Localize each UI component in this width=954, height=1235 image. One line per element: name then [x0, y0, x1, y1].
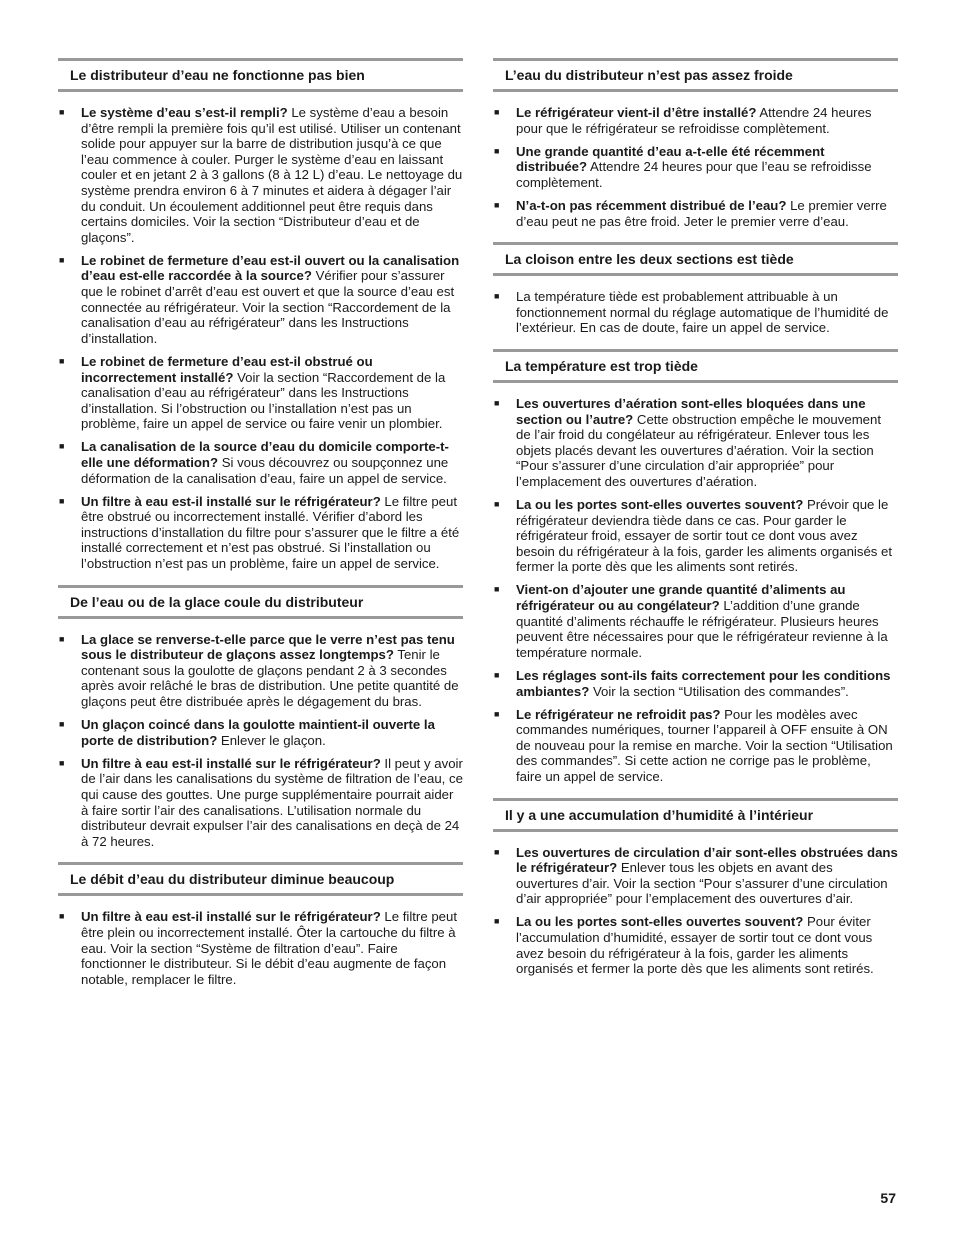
list-item-text: [516, 582, 898, 660]
item-answer: Le filtre peut être plein ou incorrectement installé. Ôter la cartouche du filtre à eau. Voir la section “Système de filtration d’eau”. Faire fonctionner le distributeur. Si le débit d’eau augmente de façon notable, remplacer le filtre.: [81, 909, 457, 987]
square-bullet-icon: ■: [59, 757, 65, 768]
item-answer: La température tiède est probablement attribuable à un fonctionnement normal du réglage automatique de l’humidité de l’extérieur. En cas de doute, faire un appel de service.: [516, 289, 889, 336]
section-heading: L’eau du distributeur n’est pas assez froide: [493, 58, 898, 92]
right-column: [493, 58, 898, 990]
square-bullet-icon: ■: [59, 254, 65, 265]
list-item-text: [81, 354, 463, 432]
item-answer: Voir la section “Raccordement de la canalisation d’eau au réfrigérateur” dans les Instructions d’installation. Si l’obstruction ou l’installation n’est pas un problème, faire un appel de service ou faire venir un plombier.: [81, 369, 446, 432]
item-answer: Enlever le glaçon.: [217, 732, 326, 748]
section-heading: La cloison entre les deux sections est tiède: [493, 242, 898, 276]
list-item: [493, 582, 898, 660]
section-heading: La température est trop tiède: [493, 349, 898, 383]
square-bullet-icon: ■: [59, 495, 65, 506]
section-l-eau-du-distributeur-n-est-pas-assez-fr: [493, 58, 898, 229]
item-question: Le robinet de fermeture d’eau est-il obstrué ou incorrectement installé?: [81, 353, 373, 385]
item-question: Le système d’eau s’est-il rempli?: [81, 105, 288, 120]
section-heading: Le distributeur d’eau ne fonctionne pas bien: [58, 58, 463, 92]
left-column: [58, 58, 463, 1000]
list-item: [493, 707, 898, 785]
list-item-text: [81, 756, 463, 850]
item-question: Une grande quantité d’eau a-t-elle été récemment distribuée?: [516, 143, 825, 175]
item-question: Le robinet de fermeture d’eau est-il ouvert ou la canalisation d’eau est-elle raccordée à la source?: [81, 252, 460, 284]
item-answer: Pour les modèles avec commandes numériques, tourner l’appareil à OFF ensuite à ON de nouveau pour la remise en marche. Voir la section “Utilisation des commandes”. Si cette action ne corrige pas le problème, faire un appel de service.: [516, 706, 893, 784]
list-item: [58, 632, 463, 710]
square-bullet-icon: ■: [59, 911, 65, 922]
section-heading: Le débit d’eau du distributeur diminue beaucoup: [58, 862, 463, 896]
square-bullet-icon: ■: [494, 107, 500, 117]
list-item-text: [516, 198, 898, 229]
section-la-temperature-est-trop-tiede: [493, 349, 898, 785]
list-item: [58, 717, 463, 748]
section-le-debit-d-eau-du-distributeur-diminue-b: [58, 862, 463, 987]
square-bullet-icon: ■: [494, 669, 500, 680]
list-item-text: [516, 914, 898, 976]
list-item-text: [516, 396, 898, 490]
item-answer: Le filtre peut être obstrué ou incorrectement installé. Vérifier d’abord les instructions d’installation du filtre pour s’assurer que le filtre a été installé correctement et n’est pas obstrué. Si l’installation ou l’obstruction n’est pas un problème, faire un appel de service.: [81, 493, 460, 572]
item-answer: Le système d’eau a besoin d’être rempli la première fois qu’il est utilisé. Utiliser un contenant solide pour appuyer sur la barre de distribution jusqu’à ce que l’eau commence à couler. Purger le système d’eau en laissant couler et en jetant 2 à 3 gallons (8 à 12 L) d’eau. Le nettoyage du système prendra environ 6 à 7 minutes et aidera à dégager l’air du conduit. Un écoulement additionnel peut être requis dans certains domiciles. Voir la section “Distributeur d’eau et de glaçons”.: [81, 105, 463, 245]
list-item: [58, 909, 463, 987]
item-question: Les ouvertures de circulation d’air sont-elles obstruées dans le réfrigérateur?: [516, 844, 898, 876]
square-bullet-icon: ■: [494, 397, 500, 408]
item-answer: L’addition d’une grande quantité d’aliments réchauffe le réfrigérateur. Plusieurs heures peuvent être nécessaires pour que le réfrigérateur revienne à la température normale.: [516, 598, 888, 660]
section-heading: Il y a une accumulation d’humidité à l’intérieur: [493, 798, 898, 832]
list-item: [58, 494, 463, 572]
list-item: [58, 354, 463, 432]
list-item-text: [81, 439, 463, 486]
square-bullet-icon: ■: [494, 199, 500, 210]
item-question: Les réglages sont-ils faits correctement pour les conditions ambiantes?: [516, 667, 891, 699]
item-answer: Si vous découvrez ou soupçonnez une déformation de la canalisation d’eau, faire un appel de service.: [81, 454, 449, 486]
square-bullet-icon: ■: [494, 708, 500, 719]
item-answer: Le premier verre d’eau peut ne pas être froid. Jeter le premier verre d’eau.: [516, 197, 887, 229]
square-bullet-icon: ■: [59, 719, 65, 730]
square-bullet-icon: ■: [494, 916, 500, 927]
list-item-text: [516, 105, 898, 136]
item-question: Vient-on d’ajouter une grande quantité d’aliments au réfrigérateur ou au congélateur?: [516, 582, 846, 614]
list-item-text: [516, 497, 898, 575]
square-bullet-icon: ■: [59, 107, 65, 117]
square-bullet-icon: ■: [494, 499, 500, 509]
list-item: [493, 497, 898, 575]
square-bullet-icon: ■: [59, 441, 65, 452]
item-question: Un glaçon coincé dans la goulotte maintient-il ouverte la porte de distribution?: [81, 717, 435, 748]
list-item-text: [81, 717, 463, 748]
list-item: [58, 253, 463, 347]
square-bullet-icon: ■: [494, 291, 500, 302]
item-answer: Attendre 24 heures pour que l’eau se refroidisse complètement.: [516, 159, 872, 190]
item-question: Le réfrigérateur vient-il d’être installé?: [516, 105, 757, 120]
item-question: Les ouvertures d’aération sont-elles bloquées dans une section ou l’autre?: [516, 395, 866, 427]
list-item: [58, 439, 463, 486]
item-answer: Vérifier pour s’assurer que le robinet d’arrêt d’eau est ouvert et que la source d’eau est connectée au réfrigérateur. Voir la section “Raccordement de la canalisation d’eau au réfrigérateur” dans les Instructions d’installation.: [81, 268, 455, 346]
list-item: [58, 756, 463, 850]
section-la-cloison-entre-les-deux-sections-est-t: [493, 242, 898, 336]
item-answer: Enlever tous les objets en avant des ouvertures d’air. Voir la section “Pour s’assurer d’une circulation d’air appropriée” pour l’emplacement des ouvertures d’air.: [516, 860, 888, 907]
item-answer: Voir la section “Utilisation des commandes”.: [589, 683, 849, 699]
list-item: [493, 198, 898, 229]
list-item: [493, 396, 898, 490]
item-question: Le réfrigérateur ne refroidit pas?: [516, 706, 721, 722]
list-item: [493, 144, 898, 191]
square-bullet-icon: ■: [494, 584, 500, 595]
list-item-text: [81, 632, 463, 710]
item-question: Un filtre à eau est-il installé sur le réfrigérateur?: [81, 493, 381, 509]
square-bullet-icon: ■: [494, 846, 500, 857]
list-item-text: [81, 105, 463, 245]
item-question: N’a-t-on pas récemment distribué de l’eau?: [516, 197, 787, 213]
item-question: La ou les portes sont-elles ouvertes souvent?: [516, 497, 804, 512]
item-question: La canalisation de la source d’eau du domicile comporte-t-elle une déformation?: [81, 439, 449, 470]
item-answer: Cette obstruction empêche le mouvement de l’air froid du congélateur au réfrigérateur. Enlever tous les objets placés devant les ouvertures d’aération. Voir la section “Pour s’assurer d’une circulation d’air appropriée” pour l’emplacement des ouvertures d’aération.: [516, 411, 882, 489]
section-le-distributeur-d-eau-ne-fonctionne-pas-: [58, 58, 463, 572]
item-answer: Il peut y avoir de l’air dans les canalisations du système de filtration de l’eau, ce qui cause des gouttes. Une purge supplémentaire pourrait aider à faire sortir l’air des canalisations. L’utilisation normale du distributeur devrait expulser l’air des canalisations en deçà de 24 à 72 heures.: [81, 755, 463, 849]
item-answer: Prévoir que le réfrigérateur deviendra tiède dans ce cas. Pour garder le réfrigérateur froid, essayer de sortir tout ce dont vous avez besoin du réfrigérateur à la fois, garder les aliments organisés et fermer la porte dès que les aliments sont retirés.: [516, 497, 893, 575]
list-item-text: [516, 845, 898, 907]
square-bullet-icon: ■: [59, 633, 65, 644]
section-heading: De l’eau ou de la glace coule du distributeur: [58, 585, 463, 619]
item-question: La ou les portes sont-elles ouvertes souvent?: [516, 914, 804, 930]
list-item: [493, 914, 898, 976]
list-item: [493, 845, 898, 907]
list-item: [493, 289, 898, 336]
list-item: [493, 105, 898, 136]
list-item-text: [81, 494, 463, 572]
square-bullet-icon: ■: [59, 355, 65, 366]
list-item: [493, 668, 898, 699]
item-answer: Attendre 24 heures pour que le réfrigérateur se refroidisse complètement.: [516, 105, 872, 136]
page-number: 57: [880, 1190, 896, 1206]
section-de-l-eau-ou-de-la-glace-coule-du-distrib: [58, 585, 463, 850]
list-item-text: [516, 144, 898, 191]
square-bullet-icon: ■: [494, 145, 500, 156]
item-answer: Pour éviter l’accumulation d’humidité, essayer de sortir tout ce dont vous avez besoin du réfrigérateur à la fois, garder les aliments organisés et fermer la porte dès que les aliments sont retirés.: [516, 914, 874, 977]
list-item-text: [81, 909, 463, 987]
list-item-text: [516, 707, 898, 785]
item-answer: Tenir le contenant sous la goulotte de glaçons pendant 2 à 3 secondes après avoir relâché le bras de distribution. Une petite quantité de glaçons peut être distribuée après le dégagement du bras.: [81, 647, 459, 709]
list-item-text: [81, 253, 463, 347]
list-item: [58, 105, 463, 245]
list-item-text: [516, 289, 898, 336]
item-question: La glace se renverse-t-elle parce que le verre n’est pas tenu sous le distributeur de glaçons assez longtemps?: [81, 631, 455, 663]
list-item-text: [516, 668, 898, 699]
item-question: Un filtre à eau est-il installé sur le réfrigérateur?: [81, 755, 381, 771]
section-il-y-a-une-accumulation-d-humidite-a-l-i: [493, 798, 898, 977]
item-question: Un filtre à eau est-il installé sur le réfrigérateur?: [81, 909, 381, 925]
